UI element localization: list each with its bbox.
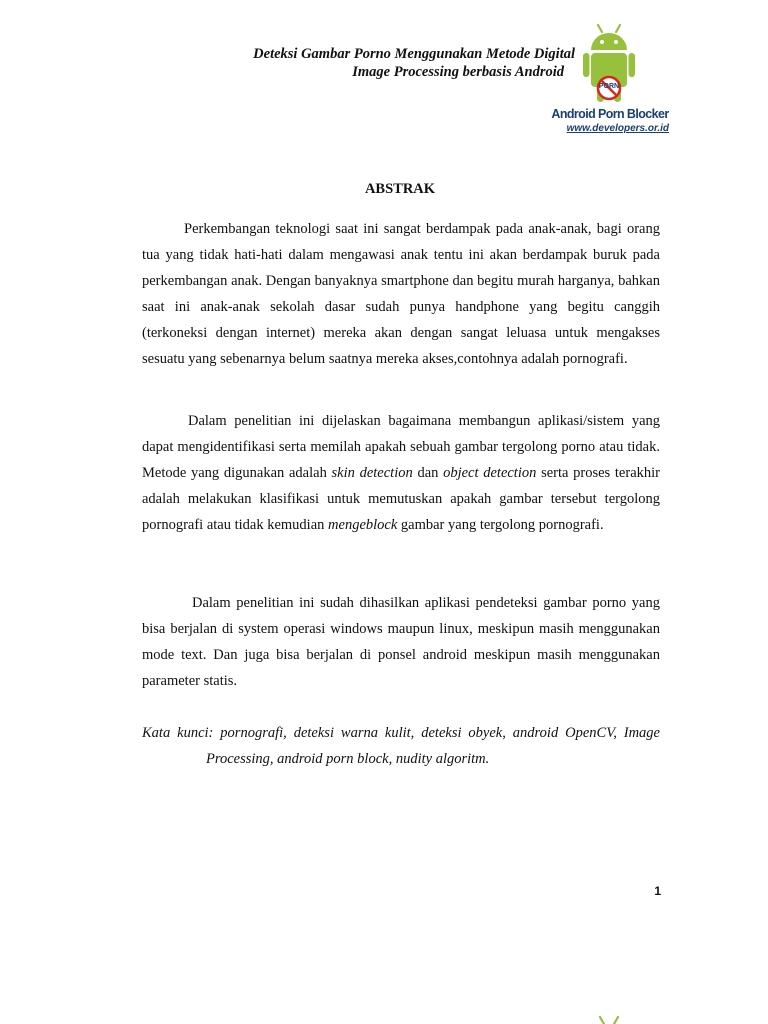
paragraph-2-text-3: serta proses terakhir adalah melakukan klasifikasi untuk memutuskan apakah gambar tersebut tergolong pornografi atau tidak kemudian [142, 465, 660, 533]
android-robot-icon [583, 22, 635, 110]
header-title-line1: Deteksi Gambar Porno Menggunakan Metode Digital [253, 46, 575, 62]
abstract-paragraph-2 [142, 408, 660, 538]
header-title-line2: Image Processing berbasis Android [352, 64, 564, 80]
keywords-line-2: Processing, android porn block, nudity algoritm. [206, 751, 490, 767]
keywords [142, 720, 660, 772]
object-detection-term: object detection [443, 465, 537, 481]
paragraph-2-text-2: dan [412, 465, 444, 481]
logo-url: www.developers.or.id [566, 123, 669, 134]
android-antenna-icon [592, 1016, 626, 1024]
abstract-paragraph-3: Dalam penelitian ini sudah dihasilkan aplikasi pendeteksi gambar porno yang bisa berjalan di system operasi windows maupun linux, meskipun masih menggunakan mode text. Dan juga bisa berjalan di ponsel android meskipun masih menggunakan parameter statis. [142, 595, 660, 689]
skin-detection-term: skin detection [331, 465, 413, 481]
abstract-heading: ABSTRAK [364, 181, 436, 197]
paragraph-2-text-1: Dalam penelitian ini dijelaskan bagaimana membangun aplikasi/sistem yang dapat mengidentifikasi serta memilah apakah sebuah gambar tergolong porno atau tidak. Metode yang digunakan adalah [142, 413, 660, 481]
abstract-paragraph-1: Perkembangan teknologi saat ini sangat berdampak pada anak-anak, bagi orang tua yang tidak hati-hati dalam mengawasi anak tentu ini akan berdampak buruk pada perkembangan anak. Dengan banyaknya smartphone dan begitu murah harganya, bahkan saat ini anak-anak sekolah dasar sudah punya handphone yang begitu canggih (terkoneksi dengan internet) mereka akan dengan sangat leluasa untuk mengakses sesuatu yang sebenarnya belum saatnya mereka akses,contohnya adalah pornografi. [142, 221, 660, 367]
porn-badge-label: PORN [598, 83, 620, 90]
page-number: 1 [654, 884, 661, 898]
logo-name: Android Porn Blocker [551, 107, 669, 121]
running-header [180, 45, 575, 81]
android-porn-blocker-logo [545, 22, 675, 140]
paragraph-2-text-4: gambar yang tergolong pornografi. [397, 517, 604, 533]
keywords-line-1: Kata kunci: pornografi, deteksi warna kulit, deteksi obyek, android OpenCV, Image [142, 725, 660, 741]
mengeblock-term: mengeblock [328, 517, 398, 533]
